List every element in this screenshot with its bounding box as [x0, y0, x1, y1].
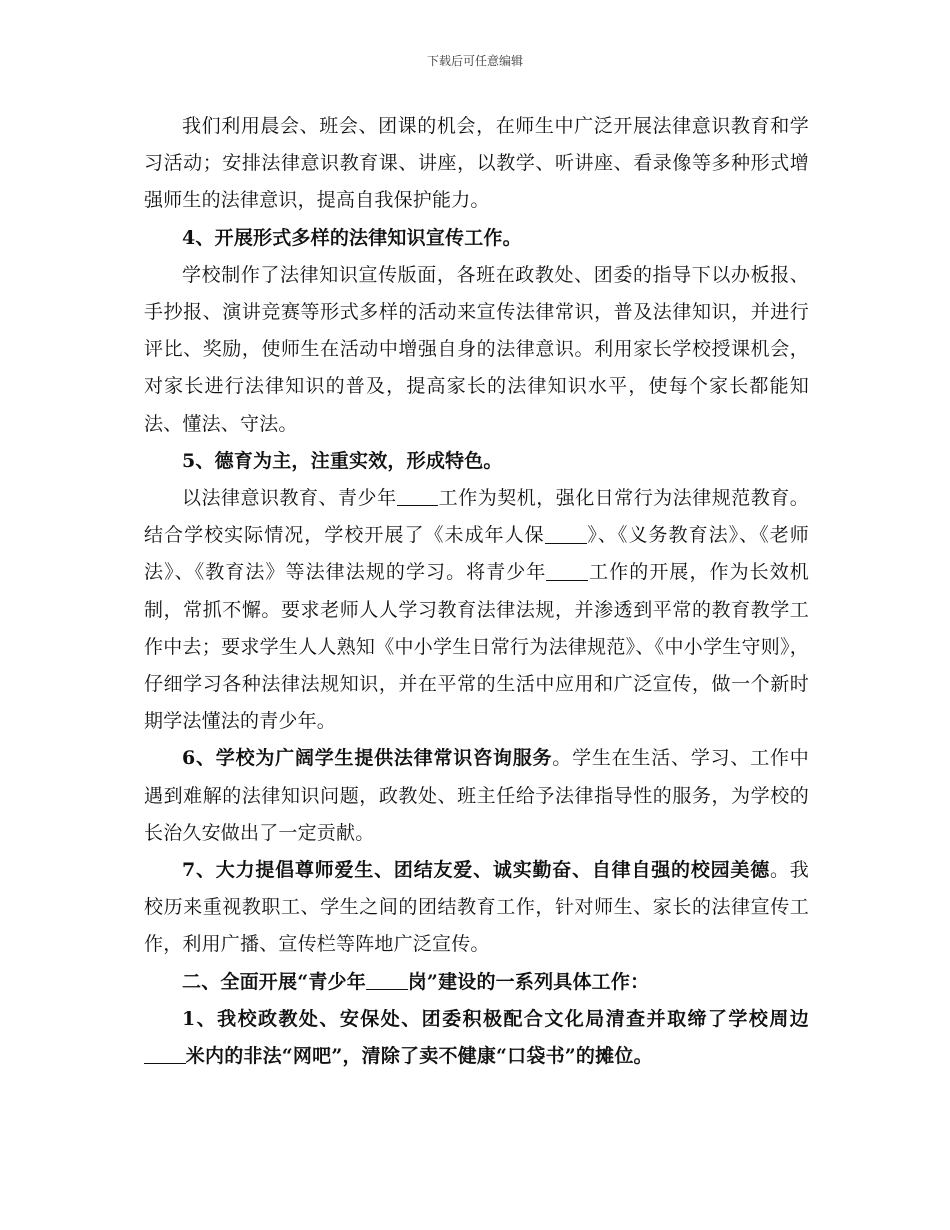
text-segment: 米内的非法“网吧”，清除了卖不健康“口袋书”的摊位。 — [185, 1045, 653, 1068]
page-header: 下载后可任意编辑 — [426, 54, 523, 68]
text-segment: 二、全面开展“青少年 — [182, 970, 366, 993]
paragraph-campus-virtues — [144, 852, 809, 964]
paragraph-internet-cafes — [144, 1001, 809, 1075]
text-segment: 。学生在生活、学习、工作中遇到难解的法律知识问题，政教处、班主任给予法律指导性的服务，为学校的长治久安做出了一定贡献。 — [144, 747, 809, 844]
blank-line — [397, 485, 439, 506]
text-segment: 。我校历来重视教职工、学生之间的团结教育工作，针对师生、家长的法律宣传工作，利用广播、宣传栏等阵地广泛宣传。 — [144, 859, 809, 956]
text-segment: 工作的开展，作为长效机制，常抓不懈。要求老师人人学习教育法律法规，并渗透到平常的教育教学工作中去；要求学生人人熟知《中小学生日常行为法律规范》、《中小学生守则》，仔细学习各种法律法规知识，并在平常的生活中应用和广泛宣传，做一个新时期学法懂法的青少年。 — [144, 561, 810, 733]
paragraph-publicity-boards: 学校制作了法律知识宣传版面，各班在政教处、团委的指导下以办板报、手抄报、演讲竞赛等形式多样的活动来宣传法律常识，普及法律知识，并进行评比、奖励，使师生在活动中增强自身的法律意识。利用家长学校授课机会，对家长进行法律知识的普及，提高家长的法律知识水平，使每个家长都能知法、懂法、守法。 — [144, 263, 809, 435]
text-segment: 岗”建设的一系列具体工作： — [407, 970, 650, 993]
heading-7: 7、大力提倡尊师爱生、团结友爱、诚实勤奋、自律自强的校园美德 — [182, 859, 770, 882]
paragraph-morning-meetings: 我们利用晨会、班会、团课的机会，在师生中广泛开展法律意识教育和学习活动；安排法律意识教育课、讲座，以教学、听讲座、看录像等多种形式增强师生的法律意识，提高自我保护能力。 — [144, 115, 809, 212]
paragraph-consulting — [144, 740, 809, 852]
document-body — [144, 108, 809, 1075]
text-segment: 1、我校政教处、安保处、团委积极配合文化局清查并取缔了学校周边 — [182, 1007, 809, 1030]
text-segment: 以法律意识教育、青少年 — [182, 487, 397, 510]
blank-line — [366, 969, 408, 990]
text-segment: 》、《义务教育法》、《老师法》、《教育法》等法律法规的学习。将青少年 — [144, 524, 809, 584]
heading-6: 6、学校为广阔学生提供法律常识咨询服务 — [182, 747, 553, 770]
heading-4: 4、开展形式多样的法律知识宣传工作。 — [182, 226, 522, 249]
text-segment: 工作为契机，强化日常行为法律规范教育。结合学校实际情况，学校开展了《未成年人保 — [144, 487, 809, 547]
paragraph-moral-education — [144, 480, 809, 740]
blank-line — [545, 523, 587, 544]
heading-section-2 — [144, 964, 809, 1001]
heading-5: 5、德育为主，注重实效，形成特色。 — [182, 449, 503, 472]
blank-line — [546, 560, 588, 581]
blank-line — [144, 1043, 186, 1064]
